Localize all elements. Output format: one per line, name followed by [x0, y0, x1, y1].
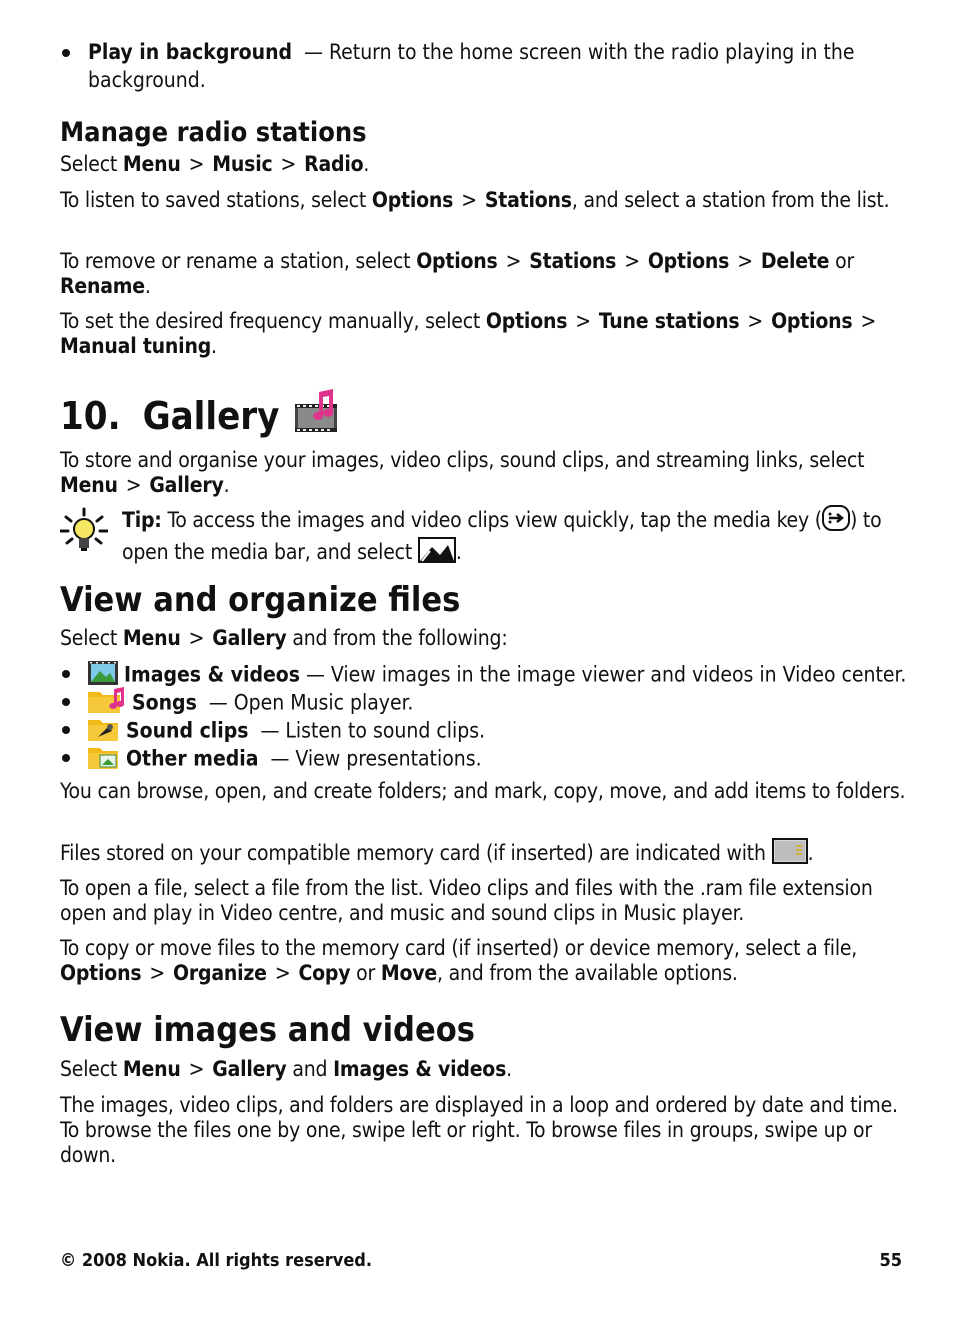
play-background-desc: — Return to the home screen with the radio playing in the background. — [88, 40, 855, 92]
media-key-icon — [822, 505, 850, 537]
view-organize-p3: To open a file, select a file from the list. Video clips and files with the .ram file extension open and play in Video centre, and music and sound clips in Music player. — [60, 876, 873, 925]
list-item: Other media — View presentations. — [60, 743, 934, 776]
gallery-chapter-title: 10. Gallery — [60, 388, 339, 443]
manage-line-4: To set the desired frequency manually, select Options > Tune stations > Options > Manual tuning. — [60, 309, 877, 358]
copyright: © 2008 Nokia. All rights reserved. — [60, 1250, 373, 1271]
image-bar-icon — [418, 537, 456, 569]
tip-box — [60, 505, 906, 569]
gallery-intro: To store and organise your images, video clips, sound clips, and streaming links, select Menu > Gallery. — [60, 448, 865, 497]
view-organize-intro: Select Menu > Gallery and from the following: — [60, 626, 508, 650]
view-organize-heading: View and organize files — [60, 580, 461, 620]
manage-line-1: Select Menu > Music > Radio. — [60, 152, 370, 176]
view-organize-p4: To copy or move files to the memory card (if inserted) or device memory, select a file, Options > Organize > Copy or Move, and from the available options. — [60, 936, 858, 985]
manage-line-2: To listen to saved stations, select Options > Stations, and select a station from the list. — [60, 188, 890, 212]
gallery-icon — [293, 388, 339, 443]
tip-text: Tip: To access the images and video clips view quickly, tap the media key ( ) to open the media bar, and select . — [60, 505, 906, 569]
view-organize-p1: You can browse, open, and create folders; and mark, copy, move, and add items to folders. — [60, 779, 906, 803]
other-media-folder-icon — [88, 743, 120, 776]
view-organize-p2: Files stored on your compatible memory card (if inserted) are indicated with . — [60, 838, 906, 870]
memory-card-icon — [772, 838, 808, 870]
list-item: Songs — Open Music player. — [60, 687, 934, 720]
list-item: Sound clips — Listen to sound clips. — [60, 715, 934, 748]
view-images-intro: Select Menu > Gallery and Images & videos. — [60, 1057, 512, 1081]
page-number: 55 — [879, 1250, 902, 1271]
manage-radio-heading: Manage radio stations — [60, 117, 367, 148]
manage-line-3: To remove or rename a station, select Options > Stations > Options > Delete or Rename. — [60, 249, 855, 298]
lightbulb-icon — [60, 507, 108, 559]
play-background-item — [60, 38, 934, 94]
view-images-p1: The images, video clips, and folders are displayed in a loop and ordered by date and time. To browse the files one by one, swipe left or right. To browse files in groups, swipe up or down. — [60, 1093, 898, 1167]
play-background-label: Play in background — [88, 40, 293, 64]
list-item: Images & videos — View images in the image viewer and videos in Video center. — [60, 659, 934, 692]
view-images-heading: View images and videos — [60, 1010, 475, 1050]
page-footer — [60, 1250, 902, 1271]
